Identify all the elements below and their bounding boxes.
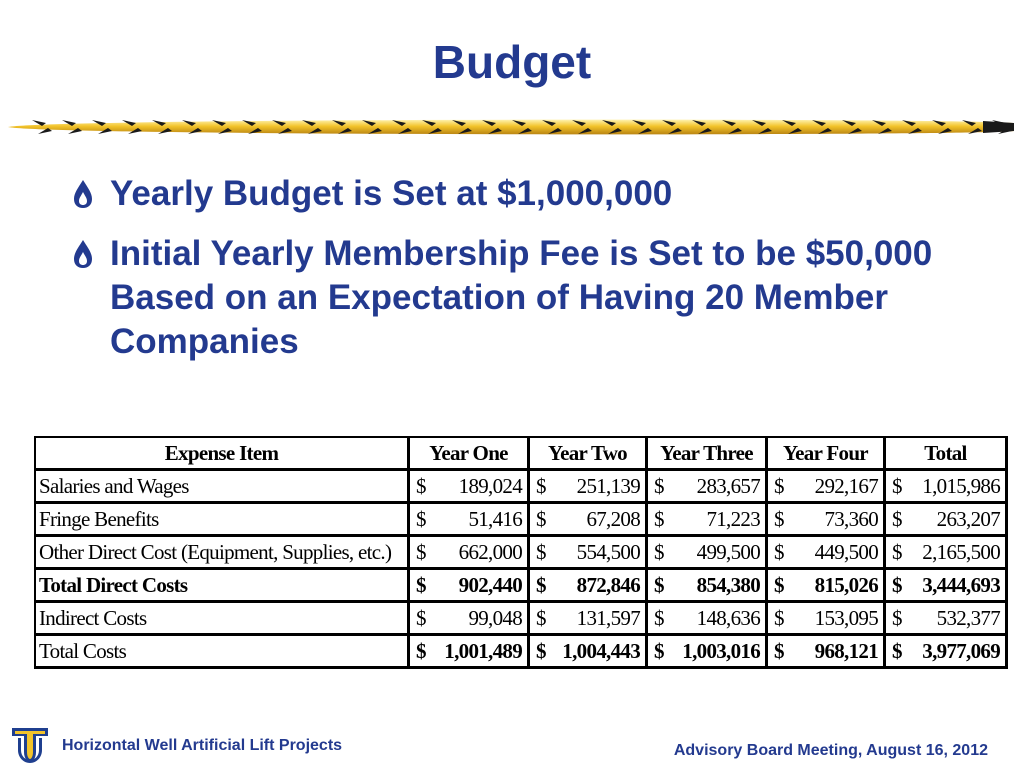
amount-cell	[648, 471, 768, 504]
amount-value: 968,121	[814, 638, 878, 663]
currency-symbol: $	[536, 539, 546, 564]
footer-meeting-date: Advisory Board Meeting, August 16, 2012	[673, 742, 988, 759]
slide-title: Budget	[432, 36, 592, 88]
currency-symbol: $	[892, 473, 902, 498]
amount-value: 532,377	[936, 605, 1000, 630]
column-header: Year Four	[768, 438, 886, 471]
amount-cell	[410, 603, 530, 636]
budget-table-container	[34, 436, 1006, 669]
column-header: Year Three	[648, 438, 768, 471]
amount-cell	[410, 636, 530, 669]
tu-logo-icon	[10, 726, 50, 764]
currency-symbol: $	[774, 638, 784, 663]
amount-cell	[768, 636, 886, 669]
footer-project-name: Horizontal Well Artificial Lift Projects	[62, 737, 343, 754]
amount-cell	[648, 603, 768, 636]
currency-symbol: $	[774, 539, 784, 564]
amount-cell	[410, 504, 530, 537]
amount-value: 251,139	[576, 473, 640, 498]
amount-value: 662,000	[458, 539, 522, 564]
flame-bullet-icon	[72, 239, 94, 269]
amount-value: 131,597	[576, 605, 640, 630]
amount-cell	[410, 537, 530, 570]
currency-symbol: $	[536, 473, 546, 498]
amount-cell	[648, 537, 768, 570]
table-row	[36, 570, 1008, 603]
table-row	[36, 504, 1008, 537]
amount-cell	[530, 471, 648, 504]
amount-value: 3,444,693	[922, 572, 1000, 597]
bullet-item	[72, 232, 992, 364]
amount-cell	[410, 471, 530, 504]
amount-value: 872,846	[576, 572, 640, 597]
amount-cell	[886, 570, 1008, 603]
flame-bullet-icon	[72, 179, 94, 209]
currency-symbol: $	[892, 539, 902, 564]
currency-symbol: $	[892, 506, 902, 531]
column-header: Expense Item	[36, 438, 410, 471]
amount-value: 1,004,443	[562, 638, 640, 663]
currency-symbol: $	[536, 605, 546, 630]
column-header: Total	[886, 438, 1008, 471]
currency-symbol: $	[654, 605, 664, 630]
column-header: Year One	[410, 438, 530, 471]
amount-cell	[886, 603, 1008, 636]
amount-cell	[530, 537, 648, 570]
currency-symbol: $	[536, 638, 546, 663]
amount-cell	[886, 471, 1008, 504]
amount-value: 815,026	[814, 572, 878, 597]
amount-cell	[648, 636, 768, 669]
amount-cell	[886, 504, 1008, 537]
amount-value: 449,500	[814, 539, 878, 564]
currency-symbol: $	[892, 572, 902, 597]
currency-symbol: $	[416, 506, 426, 531]
amount-cell	[768, 537, 886, 570]
table-row	[36, 636, 1008, 669]
currency-symbol: $	[774, 605, 784, 630]
amount-cell	[768, 504, 886, 537]
amount-cell	[648, 570, 768, 603]
currency-symbol: $	[416, 638, 426, 663]
bullet-item	[72, 172, 992, 216]
expense-item-cell: Total Costs	[36, 636, 410, 669]
currency-symbol: $	[774, 473, 784, 498]
amount-value: 554,500	[576, 539, 640, 564]
currency-symbol: $	[416, 473, 426, 498]
currency-symbol: $	[416, 605, 426, 630]
expense-item-cell: Salaries and Wages	[36, 471, 410, 504]
amount-value: 67,208	[586, 506, 640, 531]
bullet-text: Yearly Budget is Set at $1,000,000	[110, 174, 673, 213]
amount-value: 854,380	[696, 572, 760, 597]
expense-item-cell: Other Direct Cost (Equipment, Supplies, etc.)	[36, 537, 410, 570]
currency-symbol: $	[774, 572, 784, 597]
budget-table	[34, 436, 1008, 669]
amount-cell	[530, 636, 648, 669]
currency-symbol: $	[536, 572, 546, 597]
amount-cell	[768, 603, 886, 636]
currency-symbol: $	[536, 506, 546, 531]
amount-value: 189,024	[458, 473, 522, 498]
amount-value: 499,500	[696, 539, 760, 564]
amount-value: 71,223	[706, 506, 760, 531]
amount-value: 148,636	[696, 605, 760, 630]
amount-value: 1,015,986	[922, 473, 1000, 498]
column-header: Year Two	[530, 438, 648, 471]
expense-item-cell: Indirect Costs	[36, 603, 410, 636]
currency-symbol: $	[654, 539, 664, 564]
amount-value: 153,095	[814, 605, 878, 630]
amount-value: 99,048	[468, 605, 522, 630]
currency-symbol: $	[654, 473, 664, 498]
amount-cell	[648, 504, 768, 537]
expense-item-cell: Fringe Benefits	[36, 504, 410, 537]
amount-value: 2,165,500	[922, 539, 1000, 564]
amount-value: 263,207	[936, 506, 1000, 531]
amount-cell	[530, 504, 648, 537]
bullet-text: Initial Yearly Membership Fee is Set to be $50,000 Based on an Expectation of Having 20 Member Companies	[110, 234, 933, 361]
currency-symbol: $	[654, 638, 664, 663]
amount-value: 292,167	[814, 473, 878, 498]
amount-value: 283,657	[696, 473, 760, 498]
table-row	[36, 471, 1008, 504]
amount-cell	[768, 471, 886, 504]
currency-symbol: $	[416, 539, 426, 564]
bullet-list	[72, 172, 992, 380]
table-row	[36, 603, 1008, 636]
amount-value: 73,360	[824, 506, 878, 531]
amount-value: 3,977,069	[922, 638, 1000, 663]
currency-symbol: $	[892, 605, 902, 630]
currency-symbol: $	[892, 638, 902, 663]
amount-cell	[886, 636, 1008, 669]
currency-symbol: $	[654, 506, 664, 531]
drill-bit-divider-icon	[8, 114, 1014, 140]
amount-value: 1,003,016	[682, 638, 760, 663]
amount-value: 902,440	[458, 572, 522, 597]
currency-symbol: $	[416, 572, 426, 597]
expense-item-cell: Total Direct Costs	[36, 570, 410, 603]
amount-cell	[886, 537, 1008, 570]
amount-cell	[530, 570, 648, 603]
currency-symbol: $	[774, 506, 784, 531]
table-header-row	[36, 438, 1008, 471]
currency-symbol: $	[654, 572, 664, 597]
table-row	[36, 537, 1008, 570]
amount-value: 51,416	[468, 506, 522, 531]
amount-cell	[530, 603, 648, 636]
amount-value: 1,001,489	[444, 638, 522, 663]
amount-cell	[410, 570, 530, 603]
amount-cell	[768, 570, 886, 603]
